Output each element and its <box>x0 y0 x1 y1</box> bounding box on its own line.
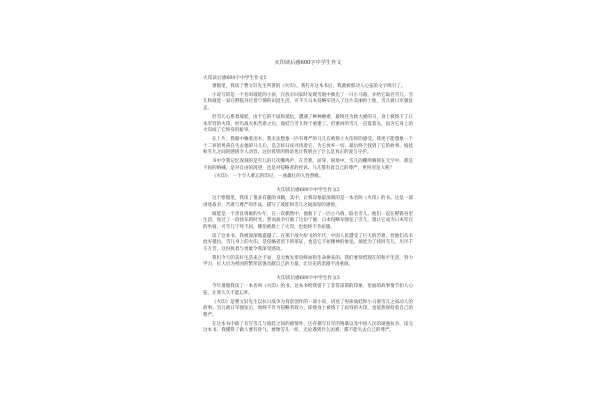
essay-section-3 <box>203 275 413 335</box>
section-heading: 火印读后感600字中学生作文1 <box>203 76 267 81</box>
paragraph: 今年暑假我读了一本名叫《火印》的书，这本书给我留下了非常深刻的印象，里面的故事情节扣人心弦，让我久久不能忘怀。 <box>203 284 413 296</box>
paragraph: 读了这本书，我被深深地震撼了。在那个战火纷飞的年代，中国人民遭受了巨大的苦难，但他们从未放弃抵抗。雪儿身上的火印，是侵略者留下的罪证，也是它不屈精神的象征。坡娃为了找回雪儿，历尽千辛万苦，这份执着与勇敢令我深受感动。 <box>203 233 413 253</box>
essay-section-1 <box>203 75 413 181</box>
paragraph: 在这本书中除了有写雪儿与坡娃之间的感情外，还有描写日军的残暴以及中国人民的顽强抗争。读完这本书，我懂得了做人要有骨气，要像雪儿一样，无论遇到什么困难，都不能失去自己的尊严。 <box>203 321 413 334</box>
paragraph: 我们今天的美好生活来之不易，是无数先辈用鲜血和生命换来的。我们要珍惜现在的和平生活，努力学习，长大后为祖国的繁荣富强贡献自己的力量，让历史的悲剧不再重演。 <box>203 255 413 268</box>
paragraph: 暑假里，我读了曹文轩先生所著的《火印》。我打开这本书后，我就被那动人心弦的文字吸引了。 <box>212 84 406 89</box>
document-body <box>203 60 413 337</box>
paragraph: 小说写的是一个名叫坡娃的小孩，在放羊回家时发现雪地中救出了一只小马驹，并给它取名雪儿。雪儿和坡娃一家在野狐谷过着宁静的田园生活，可不久日本侵略军进入了这片美丽的土地，雪儿被日军强征走。 <box>203 92 413 112</box>
paragraph: 《火印》，一个令人难忘的印记，一曲雄壮的人性赞歌。 <box>212 174 324 180</box>
essay-section-2 <box>203 187 413 269</box>
paragraph: 但雪儿心系着坡娃，由于它的不屈和抵抗，遭遇了种种磨难，最终还为救大俯的马，身上被烙下了日本军营的火印，经历战火和苦难之后，坡娃与雪儿终于重逢了。但重回的雪儿一直低着头，因为它身上的火印成了它终身的耻辱。 <box>203 114 413 134</box>
paragraph: 《火印》是曹文轩先生以抗日战争为背景创作的一部小说，讲述了男孩坡娃和小马驹雪儿之间动人的故事。雪儿被日军强征后，始终不肯为侵略者效力，即使身上被烙下了屈辱的火印，也依然保持着自己的尊严。 <box>203 299 413 318</box>
section-heading: 火印读后感600字中学生作文2 <box>276 188 340 194</box>
paragraph: 在上片，我眼中噙着泪水，我无法想象一匹有尊严的马儿在被烙上火印时的感受。我更不能想象一个十二岁的男孩在失去他的马儿后，是怎样日夜寻找着它，为它放弃一切，最后终于找到了它的故事。坡娃和雪儿之间的感情令人动容，这份真挚的情谊也让我明白了什么是真正的爱与守护。 <box>203 136 413 156</box>
paragraph: 坡娃是一个善良勇敢的少年，在一次偶然中，他救下了一匹小马驹，取名雪儿。他们一起在野狐谷里生活，度过了一段快乐的时光。然而战争打破了这份宁静，日本侵略军强征了雪儿，想让它成为日本军官的坐骑，可雪儿宁死不屈，哪怕被烙上了火印，也始终不肯屈服。 <box>203 211 413 230</box>
section-heading: 火印读后感600字中学生作文3 <box>276 276 340 282</box>
paragraph: 书中令我记忆深刻的是雪儿的几次嘶鸣声，在苦难、屈辱、困境中，雪儿的嘶鸣响彻在天空中，那是不屈的呐喊，是对自由的渴望，也是对侵略者的控诉。马儿都有着自己的尊严，更何况是人呢？ <box>203 159 413 171</box>
document-title: 火印读后感600字中学生作文 <box>274 60 342 66</box>
paragraph: 这个寒假里，我读了很多有趣的书籍，其中，让我印象最深刻的是一本名叫《火印》的书。这是一部讲述战争、苦难与尊严的作品，描写了坡娃和雪儿之间深厚的感情。 <box>203 196 413 208</box>
